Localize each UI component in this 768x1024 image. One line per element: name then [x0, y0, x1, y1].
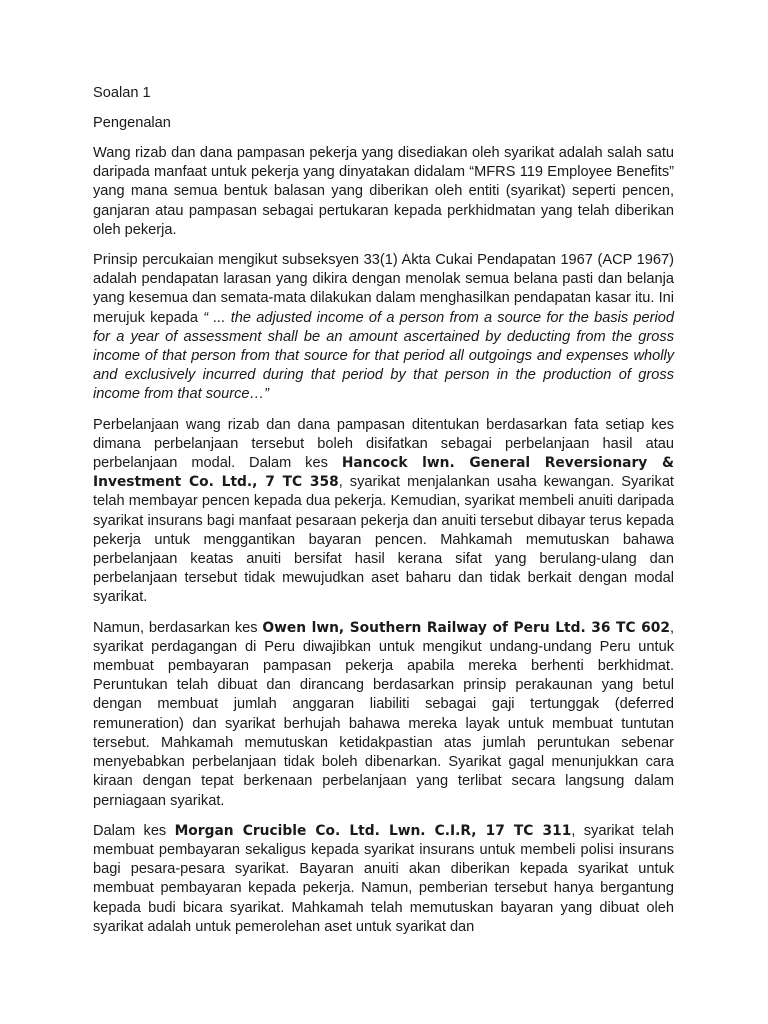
paragraph-4: [93, 619, 674, 811]
paragraph-5-text-a: Dalam kes: [93, 822, 175, 839]
section-heading: Pengenalan: [93, 115, 171, 131]
paragraph-5-case-citation: Morgan Crucible Co. Ltd. Lwn. C.I.R, 17 TC 311: [174, 822, 572, 839]
document-title: Soalan 1: [93, 85, 151, 101]
paragraph-2-text: Prinsip percukaian mengikut subseksyen 33(1) Akta Cukai Pendapatan 1967 (ACP 1967) adalah pendapatan larasan yang dikira dengan menolak semua belana pasti dan belanja yang kesemua dan semata-mata dilakukan dalam menghasilkan pendapatan kasar itu. Ini merujuk kepada: [93, 252, 674, 326]
paragraph-4-text-b: , syarikat perdagangan di Peru diwajibkan untuk mengikut undang-undang Peru untuk membuat pembayaran pampasan pekerja apabila mereka berhenti berkhidmat. Peruntukan telah dibuat dan dirancang berdasarkan prinsip perakaunan yang betul dengan membuat jumlah anggaran liabiliti sebagai gaji tertunggak (deferred remuneration) dan syarikat berhujah bahawa mereka layak untuk membuat tuntutan tersebut. Mahkamah memutuskan ketidakpastian atas jumlah peruntukan sebenar menyebabkan perbelanjaan tidak boleh dibenarkan. Syarikat gagal menunjukkan cara kiraan dengan tepat berkenaan perbelanjaan yang terlibat secara langsung dalam perniagaan syarikat.: [93, 619, 674, 809]
paragraph-3: [93, 416, 674, 608]
paragraph-3-case-citation: Hancock lwn. General Reversionary & Investment Co. Ltd., 7 TC 358: [93, 455, 674, 491]
paragraph-2-quote: “ ... the adjusted income of a person from a source for the basis period for a year of assessment shall be an amount ascertained by deducting from the gross income of that person from that source for that period all outgoings and expenses wholly and exclusively incurred during that period by that person in the production of gross income from that source…”: [93, 309, 674, 403]
paragraph-4-case-citation: Owen lwn, Southern Railway of Peru Ltd. 36 TC 602: [262, 619, 670, 636]
paragraph-1-text: Wang rizab dan dana pampasan pekerja yang disediakan oleh syarikat adalah salah satu daripada manfaat untuk pekerja yang dinyatakan didalam “MFRS 119 Employee Benefits” yang mana semua bentuk balasan yang diberikan oleh entiti (syarikat) seperti pencen, ganjaran atau pampasan sebagai pertukaran kepada perkhidmatan yang telah diberikan oleh pekerja.: [93, 145, 674, 238]
paragraph-3-text-a: Perbelanjaan wang rizab dan dana pampasan ditentukan berdasarkan fata setiap kes dimana perbelanjaan tersebut boleh disifatkan sebagai perbelanjaan hasil atau perbelanjaan modal. Dalam kes: [93, 416, 674, 472]
paragraph-3-text-b: , syarikat menjalankan usaha kewangan. Syarikat telah membayar pencen kepada dua pekerja. Kemudian, syarikat membeli anuiti daripada syarikat insurans bagi manfaat pesaraan pekerja dan anuiti tersebut dibayar terus kepada pekerja untuk menggantikan bayaran pencen. Mahkamah memutuskan bahawa perbelanjaan keatas anuiti bersifat hasil kerana sifat yang berulang-ulang dan perbelanjaan tersebut tidak mewujudkan aset baharu dan tidak berkait dengan modal syarikat.: [93, 474, 674, 606]
document-page: [93, 84, 674, 948]
paragraph-5: [93, 822, 674, 937]
paragraph-1: [93, 144, 674, 240]
paragraph-2: [93, 251, 674, 405]
paragraph-5-text-b: , syarikat telah membuat pembayaran sekaligus kepada syarikat insurans untuk membeli polisi insurans bagi pesara-pesara syarikat. Bayaran anuiti akan diberikan kepada syarikat untuk membuat pembayaran kepada pekerja. Namun, pemberian tersebut hanya bergantung kepada budi bicara syarikat. Mahkamah telah memutuskan bayaran yang dibuat oleh syarikat adalah untuk pemerolehan aset untuk syarikat dan: [93, 822, 674, 935]
paragraph-4-text-a: Namun, berdasarkan kes: [93, 619, 263, 636]
